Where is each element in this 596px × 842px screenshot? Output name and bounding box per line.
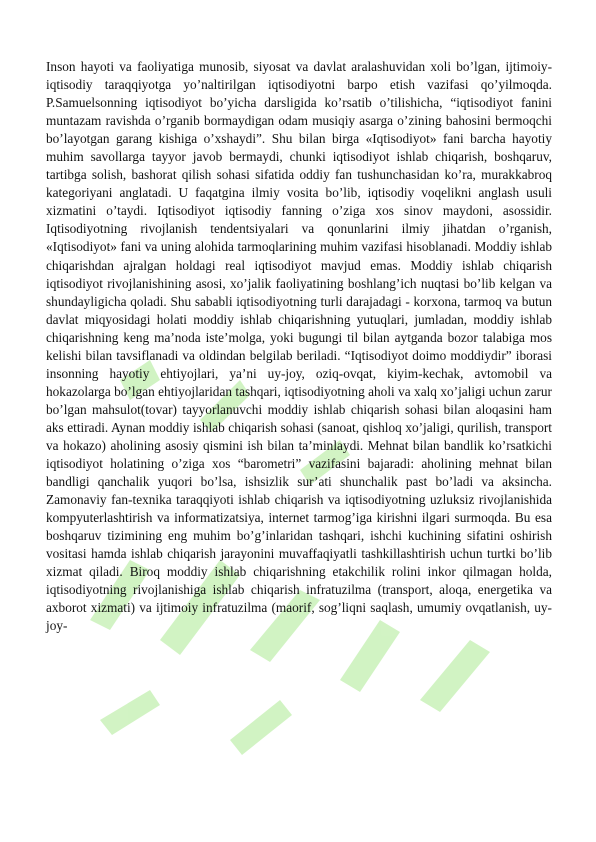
document-body — [46, 58, 552, 636]
body-paragraph: Inson hayoti va faoliyatiga munosib, siyosat va davlat aralashuvidan xoli bo’lgan, ijtimoiy-iqtisodiy taraqqiyotga yo’naltirilgan iqtisodiyotni barpo etish vazifasi qo’yilmoqda. P.Samuelsonning iqtisodiyot bo’yicha darsligida ko’rsatib o’tilishicha, “iqtisodiyot fanini muntazam ravishda o’rganib bormaydigan odam musiqiy asarga o’zining bahosini bermoqchi bo’layotgan garang kishiga o’xshaydi”. Shu bilan birga «Iqtisodiyot» fani barcha hayotiy muhim savollarga tayyor javob bermaydi, chunki iqtisodiyot ishlab chiqarish, boshqaruv, tartibga solish, bashorat qilish sohasi sifatida oddiy fan tushunchasidan ko’ra, murakkabroq kategoriyani anglatadi. U faqatgina ilmiy vosita bo’lib, iqtisodiy voqelikni anglash usuli xizmatini o’taydi. Iqtisodiyot iqtisodiy fanning o’ziga xos sinov maydoni, asossidir. Iqtisodiyotning rivojlanish tendentsiyalari va qonunlarini ilmiy jihatdan o’rganish, «Iqtisodiyot» fani va uning alohida tarmoqlarining muhim vazifasi hisoblanadi. Moddiy ishlab chiqarishdan ajralgan holdagi real iqtisodiyot mavjud emas. Moddiy ishlab chiqarish iqtisodiyot rivojlanishining asosi, xo’jalik faoliyatining boshlang’ich nuqtasi bo’lib kelgan va shundayligicha qoladi. Shu sababli iqtisodiyotning turli darajadagi - korxona, tarmoq va butun davlat miqyosidagi holati moddiy ishlab chiqarishning yutuqlari, jumladan, moddiy ishlab chiqarishning keng ma’noda iste’molga, yoki bugungi til bilan aytganda bozor talabiga mos kelishi bilan tavsiflanadi va oldindan belgilab beriladi. “Iqtisodiyot doimo moddiydir” iborasi insonning hayotiy ehtiyojlari, ya’ni uy-joy, oziq-ovqat, kiyim-kechak, avtomobil va hokazolarga bo’lgan ehtiyojlaridan tashqari, iqtisodiyotning aholi va xalq xo’jaligi uchun zarur bo’lgan mahsulot(tovar) tayyorlanuvchi moddiy ishlab chiqarish sohasi bilan aloqasini ham aks ettiradi. Aynan moddiy ishlab chiqarish sohasi (sanoat, qishloq xo’jaligi, qurilish, transport va hokazo) aholining asosiy qismini ish bilan ta’minlaydi. Mehnat bilan bandlik ko’rsatkichi iqtisodiyot holatining o’ziga xos “barometri” vazifasini bajaradi: aholining mehnat bilan bandligi qanchalik yuqori bo’lsa, ishsizlik sur’ati shunchalik past bo’ladi va aksincha. Zamonaviy fan-texnika taraqqiyoti ishlab chiqarish va iqtisodiyotning uzluksiz rivojlanishida kompyuterlashtirish va informatizatsiya, internet tarmog’iga kirishni ilgari surmoqda. Bu esa boshqaruv tizimining eng muhim bo’g’inlaridan tashqari, ishchi kuchining sifatini oshirish vositasi hamda ishlab chiqarish jarayonini muvaffaqiyatli tashkillashtirish uchun turtki bo’lib xizmat qiladi. Biroq moddiy ishlab chiqarishning etakchilik rolini inkor qilmagan holda, iqtisodiyotning rivojlanishiga ishlab chiqarish infratuzilma (transport, aloqa, energetika va axborot xizmati) va ijtimoiy infratuzilma (maorif, sog’liqni saqlash, umumiy ovqatlanish, uy-joy- — [46, 59, 552, 634]
